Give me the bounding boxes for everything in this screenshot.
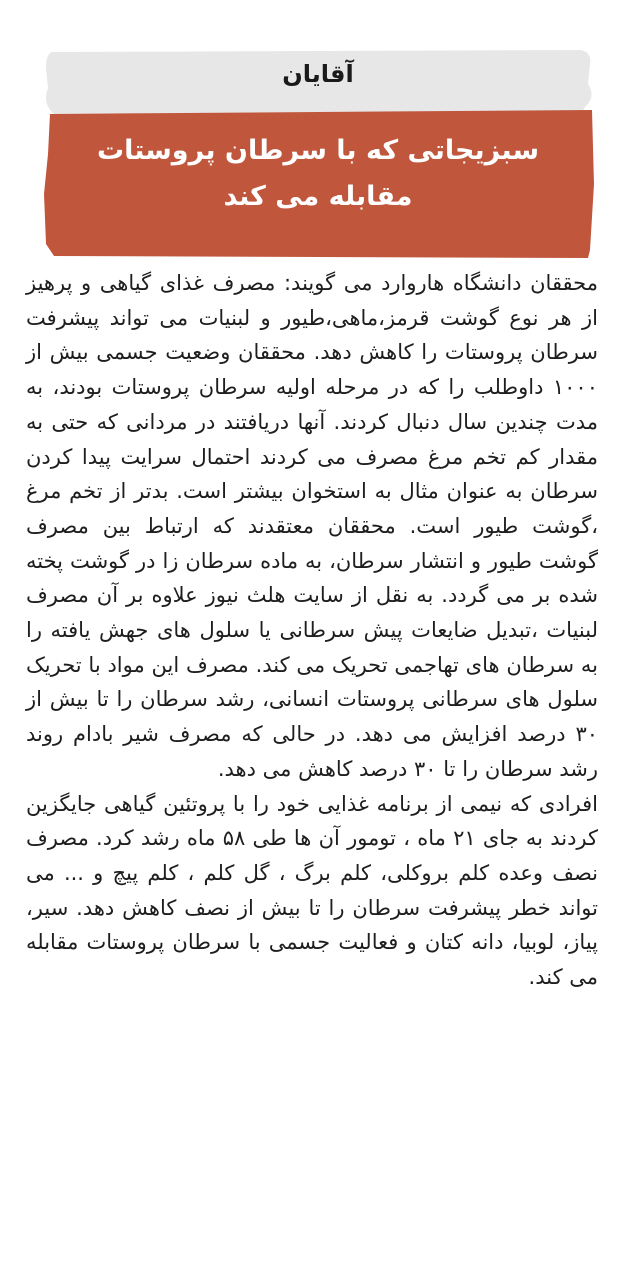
headline — [60, 128, 576, 220]
article-header — [40, 44, 596, 260]
headline-line-2: مقابله می کند — [223, 181, 413, 212]
section-label: آقایان — [282, 60, 354, 88]
article-body — [26, 266, 598, 995]
article-paragraph-1: محققان دانشگاه هاروارد می گویند: مصرف غذای گیاهی و پرهیز از هر نوع گوشت قرمز،ماهی،طیور و لبنیات می تواند پیشرفت سرطان پروستات را کاهش دهد. محققان وضعیت جسمی بیش از ۱۰۰۰ داوطلب را که در مرحله اولیه سرطان پروستات بودند، به مدت چندین سال دنبال کردند. آنها دریافتند در مردانی که حتی به مقدار کم تخم مرغ مصرف می کردند احتمال سرایت پیدا کردن سرطان به عنوان مثال به استخوان بیشتر است. بدتر از تخم مرغ ،گوشت طیور است. محققان معتقدند که ارتباط بین مصرف گوشت طیور و انتشار سرطان، به ماده سرطان زا در گوشت پخته شده بر می گردد. به نقل از سایت هلث نیوز علاوه بر آن مصرف لبنیات ،تبدیل ضایعات پیش سرطانی یا سلول های جهش یافته را به سرطان های تهاجمی تحریک می کند. مصرف این مواد با تحریک سلول های سرطانی پروستات انسانی، رشد سرطان را تا بیش از ۳۰ درصد افزایش می دهد. در حالی که مصرف شیر بادام روند رشد سرطان را تا ۳۰ درصد کاهش می دهد. — [26, 271, 598, 781]
headline-line-1: سبزیجاتی که با سرطان پروستات — [96, 135, 540, 166]
article-paragraph-2: افرادی که نیمی از برنامه غذایی خود را با پروتئین گیاهی جایگزین کردند به جای ۲۱ ماه ، تومور آن ها طی ۵۸ ماه رشد کرد. مصرف نصف وعده کلم بروکلی، کلم برگ ، گل کلم ، کلم پیچ و ... می تواند خطر پیشرفت سرطان را تا بیش از نصف کاهش دهد. سیر، پیاز، لوبیا، دانه کتان و فعالیت جسمی با سرطان پروستات مقابله می کند. — [26, 791, 599, 990]
